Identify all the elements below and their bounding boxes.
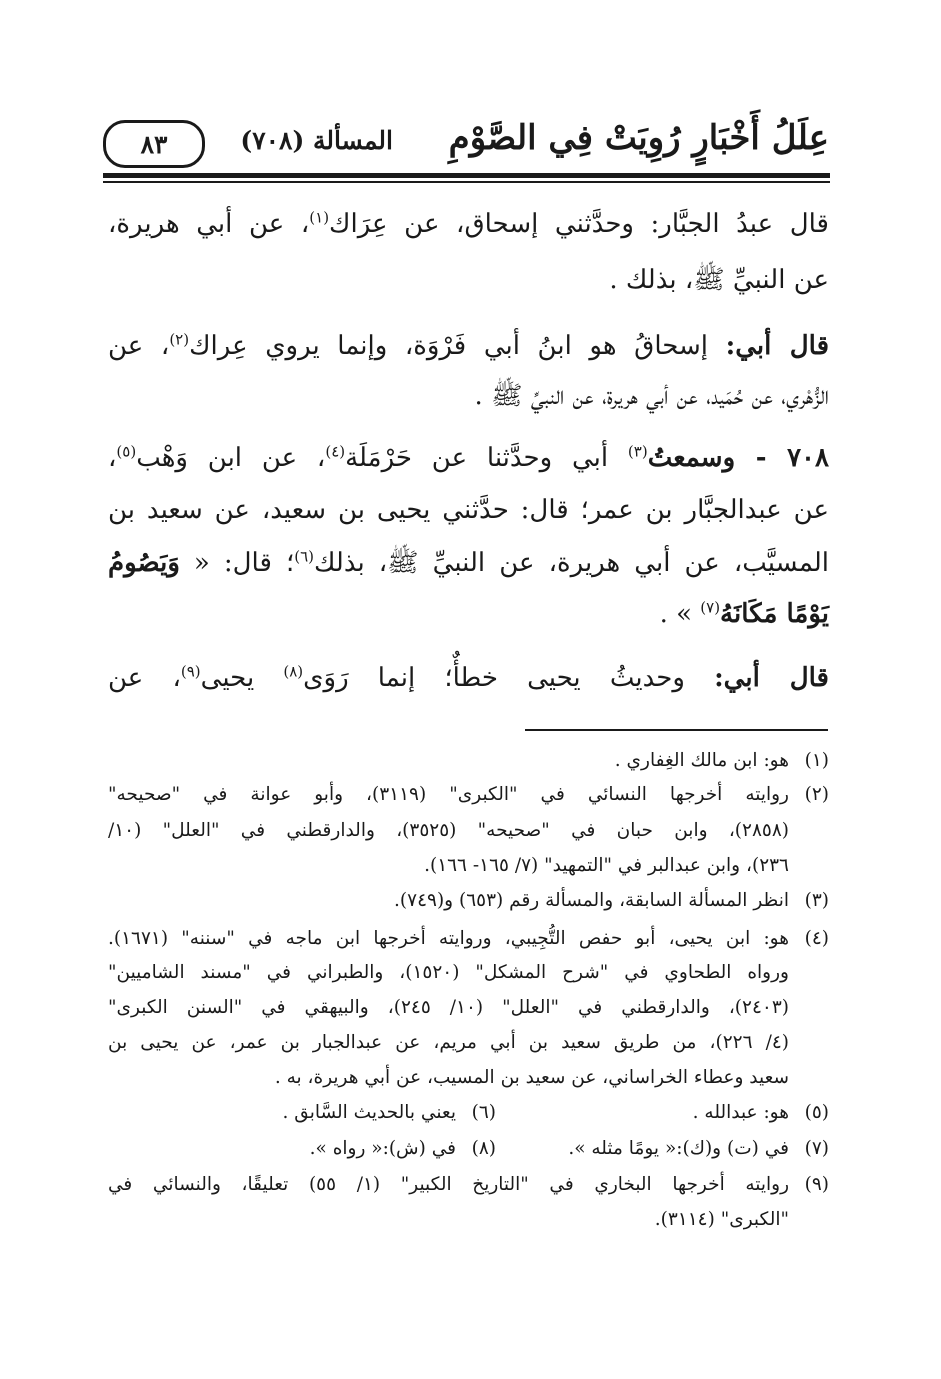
body-line-1: قال عبدُ الجبَّار: وحدَّثني إسحاق، عن عِرَاك$^{(١)}$، عن أبي هريرة، (108, 208, 829, 239)
header-rule-thin (103, 181, 830, 183)
footnote-1: (١)هو: ابن مالك الغِفاري . (614, 750, 829, 771)
footnote-4-line-3: (٢٤٠٣)، والدارقطني في "العلل" (١٠/ ٢٤٥)، والبيهقي في "السنن الكبرى" (108, 997, 789, 1018)
footnote-3: (٣)انظر المسألة السابقة، والمسألة رقم (٦٥٣) و(٧٤٩). (394, 890, 829, 911)
footnote-8: (٨)في (ش):« رواه ». (309, 1138, 496, 1159)
footnote-9-line-2: "الكبرى" (٣١١٤). (654, 1209, 789, 1230)
body-line-7: المسيَّب، عن أبي هريرة، عن النبيِّ ﷺ، بذلك$^{(٦)}$؛ قال: « وَيَصُومُ (108, 547, 829, 578)
footnote-2-line-3: ٢٣٦)، وابن عبدالبر في "التمهيد" (٧/ ١٦٥- ١٦٦). (424, 855, 789, 876)
footnote-9: (٩)روايته أخرجها البخاري في "التاريخ الكبير" (١/ ٥٥) تعليقًا، والنسائي في (108, 1174, 830, 1195)
body-line-4: الزُّهْري، عن حُمَيد، عن أبي هريرة، عن النبيِّ ﷺ . (474, 381, 829, 411)
body-line-2: عن النبيِّ ﷺ، بذلك . (609, 265, 829, 295)
issue-label: المسألة (٧٠٨) (240, 126, 393, 155)
page-number: ٨٣ (103, 120, 205, 168)
body-line-8: يَوْمًا مَكَانَهُ$^{(٧)}$ » . (659, 598, 829, 629)
footnote-4: (٤)هو: ابن يحيى، أبو حفص التُّجِيبي، وروايته أخرجها ابن ماجه في "سننه" (١٦٧١). (108, 928, 829, 949)
body-line-9: قال أبي: وحديثُ يحيى خطأٌ؛ إنما رَوَى$^{(٨)}$ يحيى$^{(٩)}$، عن (108, 662, 829, 693)
body-line-6: عن عبدالجبَّار بن عمر؛ قال: حدَّثني يحيى بن سعيد، عن سعيد بن (108, 495, 829, 525)
running-title: عِلَلُ أَخْبَارٍ رُوِيَتْ فِي الصَّوْمِ (448, 118, 829, 158)
footnote-separator (525, 729, 828, 731)
footnote-4-line-4: (٤/ ٢٢٦)، من طريق سعيد بن أبي مريم، عن عبدالجبار بن عمر، عن يحيى بن (108, 1032, 789, 1053)
footnote-7: (٧)في (ت) و(ك):« يومًا مثله ». (568, 1138, 829, 1159)
footnote-2: (٢)روايته أخرجها النسائي في "الكبرى" (٣١١٩)، وأبو عوانة في "صحيحه" (108, 784, 829, 805)
header-rule (103, 173, 830, 178)
footnote-2-line-2: (٢٨٥٨)، وابن حبان في "صحيحه" (٣٥٢٥)، والدارقطني في "العلل" (١٠/ (108, 820, 789, 841)
footnote-4-line-2: ورواه الطحاوي في "شرح المشكل" (١٥٢٠)، والطبراني في "مسند الشاميين" (108, 962, 789, 983)
body-line-3: قال أبي: إسحاقُ هو ابنُ أبي فَرْوَة، وإنما يروي عِراك$^{(٢)}$، عن (108, 330, 829, 361)
footnote-4-line-5: سعيد وعطاء الخراساني، عن سعيد بن المسيب، عن أبي هريرة، به . (274, 1067, 789, 1088)
footnote-5: (٥)هو: عبدالله . (692, 1102, 829, 1123)
body-line-5: ٧٠٨ - وسمعتُ$^{(٣)}$ أبي وحدَّثنا عن حَرْمَلَة$^{(٤)}$، عن ابن وَهْب$^{(٥)}$، (108, 442, 829, 473)
footnote-6: (٦)يعني بالحديث السَّابق . (282, 1102, 496, 1123)
